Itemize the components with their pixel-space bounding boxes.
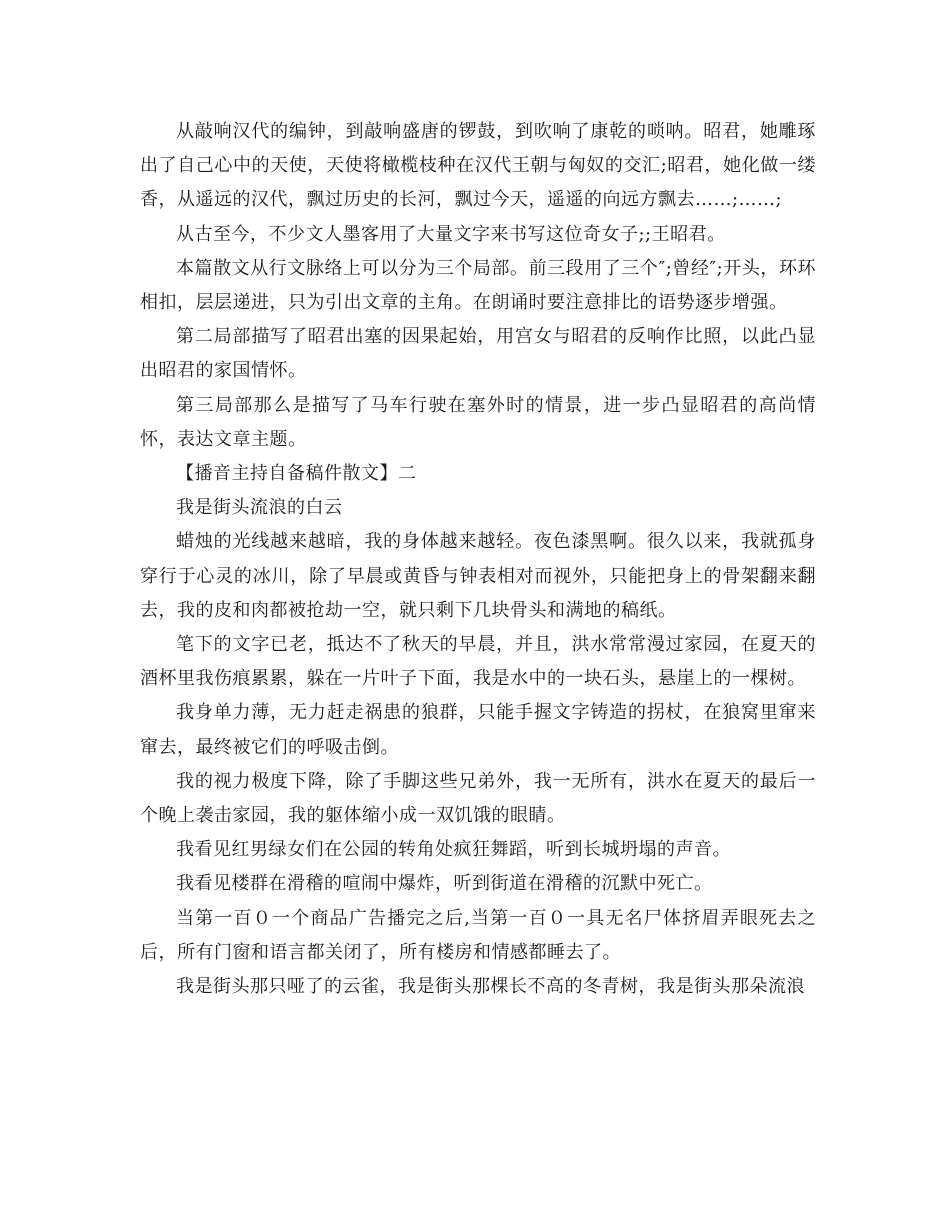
paragraph: 我的视力极度下降，除了手脚这些兄弟外，我一无所有，洪水在夏天的最后一个晚上袭击家园，我的躯体缩小成一双饥饿的眼睛。: [140, 770, 816, 827]
article-title: 我是街头流浪的白云: [176, 497, 343, 519]
paragraph: 我看见楼群在滑稽的喧闹中爆炸，听到街道在滑稽的沉默中死亡。: [176, 873, 713, 895]
paragraph: 我看见红男绿女们在公园的转角处疯狂舞蹈，听到长城坍塌的声音。: [176, 839, 731, 861]
paragraph: 当第一百０一个商品广告播完之后,当第一百０一具无名尸体挤眉弄眼死去之后，所有门窗和语言都关闭了，所有楼房和情感都睡去了。: [140, 907, 816, 963]
section-heading: 【播音主持自备稿件散文】二: [176, 463, 417, 485]
paragraph: 第三局部那么是描写了马车行驶在塞外时的情景，进一步凸显昭君的高尚情怀，表达文章主题。: [140, 394, 816, 450]
paragraph: 第二局部描写了昭君出塞的因果起始，用宫女与昭君的反响作比照，以此凸显出昭君的家国情怀。: [140, 326, 816, 382]
paragraph: 我是街头那只哑了的云雀，我是街头那棵长不高的冬青树，我是街头那朵流浪: [176, 976, 805, 998]
document-body: [140, 115, 816, 1004]
paragraph: 蜡烛的光线越来越暗，我的身体越来越轻。夜色漆黑啊。很久以来，我就孤身穿行于心灵的冰川，除了早晨或黄昏与钟表相对而视外，只能把身上的骨架翻来翻去，我的皮和肉都被抢劫一空，就只剩下几块骨头和满地的稿纸。: [140, 531, 816, 621]
paragraph: 本篇散文从行文脉络上可以分为三个局部。前三段用了三个″;曾经″;开头，环环相扣，层层递进，只为引出文章的主角。在朗诵时要注意排比的语势逐步增强。: [140, 257, 816, 314]
paragraph: 我身单力薄，无力赶走祸患的狼群，只能手握文字铸造的拐杖，在狼窝里窜来窜去，最终被它们的呼吸击倒。: [140, 702, 816, 758]
paragraph: 从古至今，不少文人墨客用了大量文字来书写这位奇女子;;王昭君。: [176, 223, 726, 245]
paragraph: 从敲响汉代的编钟，到敲响盛唐的锣鼓，到吹响了康乾的唢呐。昭君，她雕琢出了自己心中的天使，天使将橄榄枝种在汉代王朝与匈奴的交汇;昭君，她化做一缕香，从遥远的汉代，飘过历史的长河，飘过今天，遥遥的向远方飘去……;……;: [140, 121, 816, 211]
paragraph: 笔下的文字已老，抵达不了秋天的早晨，并且，洪水常常漫过家园，在夏天的酒杯里我伤痕累累，躲在一片叶子下面，我是水中的一块石头，悬崖上的一棵树。: [140, 634, 816, 690]
